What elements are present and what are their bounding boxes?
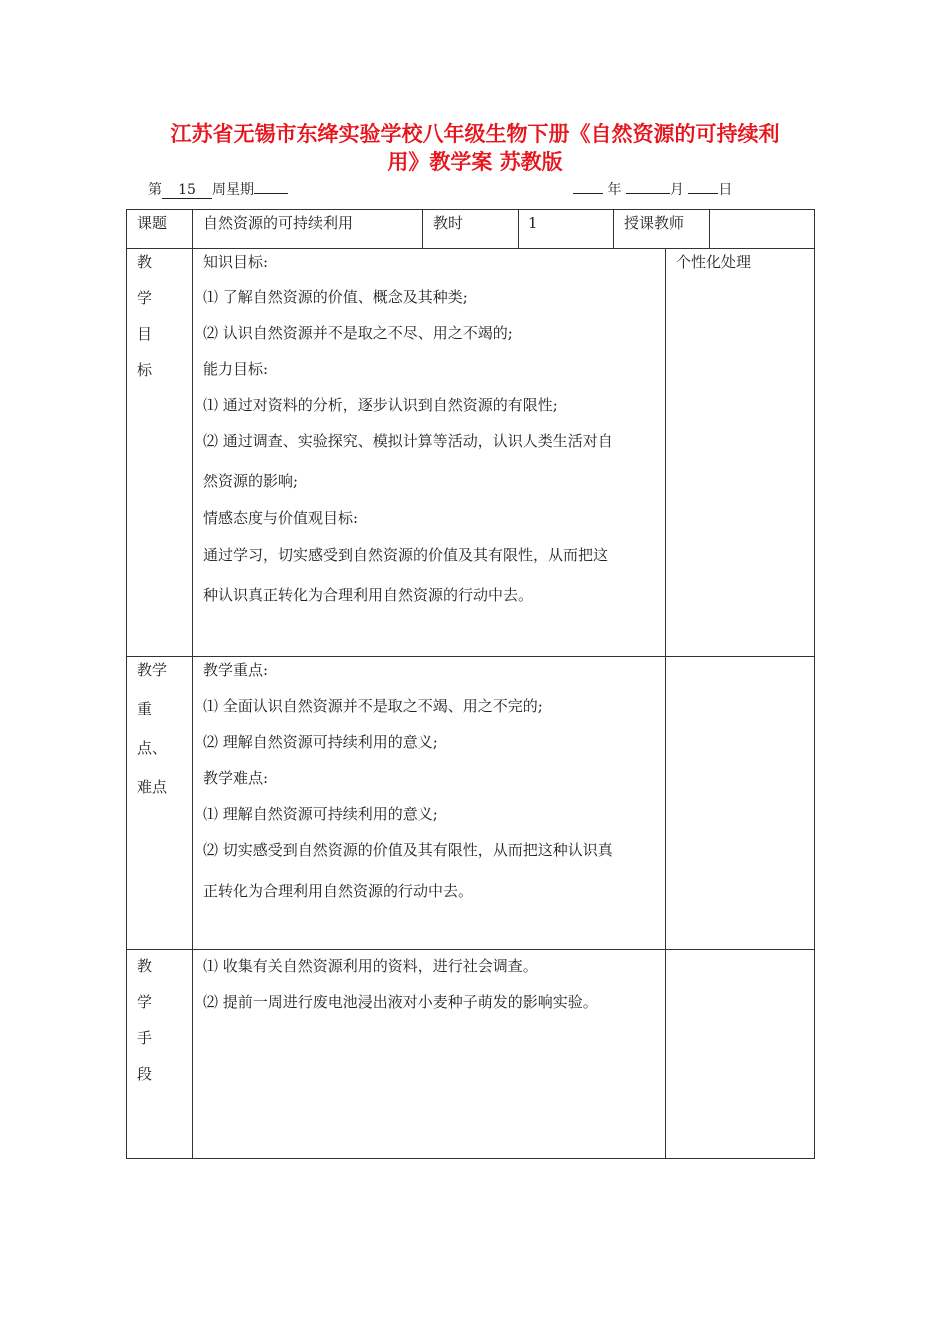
year-blank — [573, 177, 603, 194]
objectives-line: 种认识真正转化为合理利用自然资源的行动中去。 — [203, 586, 534, 604]
week-prefix: 第 — [148, 182, 162, 198]
week-info — [148, 177, 288, 199]
topic-value: 自然资源的可持续利用 — [203, 214, 354, 232]
title-line-1: 江苏省无锡市东绛实验学校八年级生物下册《自然资源的可持续利 — [170, 122, 780, 146]
table-border-top — [126, 209, 815, 210]
teacher-label: 授课教师 — [624, 214, 685, 232]
objectives-line: ⑵ 通过调查、实验探究、模拟计算等活动，认识人类生活对自 — [203, 432, 613, 450]
objectives-line: 情感态度与价值观目标: — [203, 509, 359, 527]
table-col-divider — [665, 248, 666, 1159]
table-border-right — [814, 209, 815, 1159]
week-label: 周星期 — [212, 182, 254, 198]
keypoints-line: ⑵ 理解自然资源可持续利用的意义; — [203, 733, 438, 751]
keypoints-line: 教学重点: — [203, 661, 269, 679]
methods-side-label: 教 学 手 段 — [137, 957, 153, 1083]
table-col-divider — [709, 209, 710, 249]
table-row-divider — [126, 248, 815, 249]
objectives-line: 能力目标: — [203, 360, 269, 378]
keypoints-line: ⑴ 理解自然资源可持续利用的意义; — [203, 805, 438, 823]
weekday-blank — [254, 177, 288, 194]
table-col-divider — [613, 209, 614, 249]
objectives-line: ⑵ 认识自然资源并不是取之不尽、用之不竭的; — [203, 324, 513, 342]
objectives-line: ⑴ 通过对资料的分析，逐步认识到自然资源的有限性; — [203, 396, 558, 414]
document-title — [120, 120, 830, 176]
personalization-label: 个性化处理 — [676, 253, 752, 271]
week-number: 15 — [162, 182, 212, 199]
keypoints-side-label: 教学 重 点、 难点 — [137, 661, 168, 796]
table-row-divider — [126, 949, 815, 950]
keypoints-line: ⑵ 切实感受到自然资源的价值及其有限性，从而把这种认识真 — [203, 841, 613, 859]
table-col-divider — [192, 209, 193, 1159]
keypoints-line: 教学难点: — [203, 769, 269, 787]
topic-label: 课题 — [137, 214, 168, 232]
month-blank — [626, 177, 670, 194]
methods-line: ⑴ 收集有关自然资源利用的资料，进行社会调查。 — [203, 957, 538, 975]
objectives-line: ⑴ 了解自然资源的价值、概念及其种类; — [203, 288, 468, 306]
table-col-divider — [518, 209, 519, 249]
period-label: 教时 — [433, 214, 464, 232]
month-label: 月 — [669, 182, 684, 198]
table-border-bottom — [126, 1158, 815, 1159]
table-border-left — [126, 209, 127, 1159]
year-label: 年 — [607, 182, 622, 198]
keypoints-line: ⑴ 全面认识自然资源并不是取之不竭、用之不完的; — [203, 697, 543, 715]
date-info — [573, 177, 732, 199]
title-line-2: 用》教学案 苏教版 — [387, 150, 563, 174]
period-value: 1 — [528, 214, 538, 232]
objectives-side-label: 教 学 目 标 — [137, 253, 153, 379]
methods-line: ⑵ 提前一周进行废电池浸出液对小麦种子萌发的影响实验。 — [203, 993, 598, 1011]
objectives-line: 通过学习，切实感受到自然资源的价值及其有限性，从而把这 — [203, 546, 609, 564]
table-col-divider — [422, 209, 423, 249]
keypoints-line: 正转化为合理利用自然资源的行动中去。 — [203, 882, 474, 900]
day-label: 日 — [718, 182, 733, 198]
objectives-line: 然资源的影响; — [203, 472, 299, 490]
table-row-divider — [126, 656, 815, 657]
objectives-line: 知识目标: — [203, 253, 269, 271]
day-blank — [688, 177, 718, 194]
